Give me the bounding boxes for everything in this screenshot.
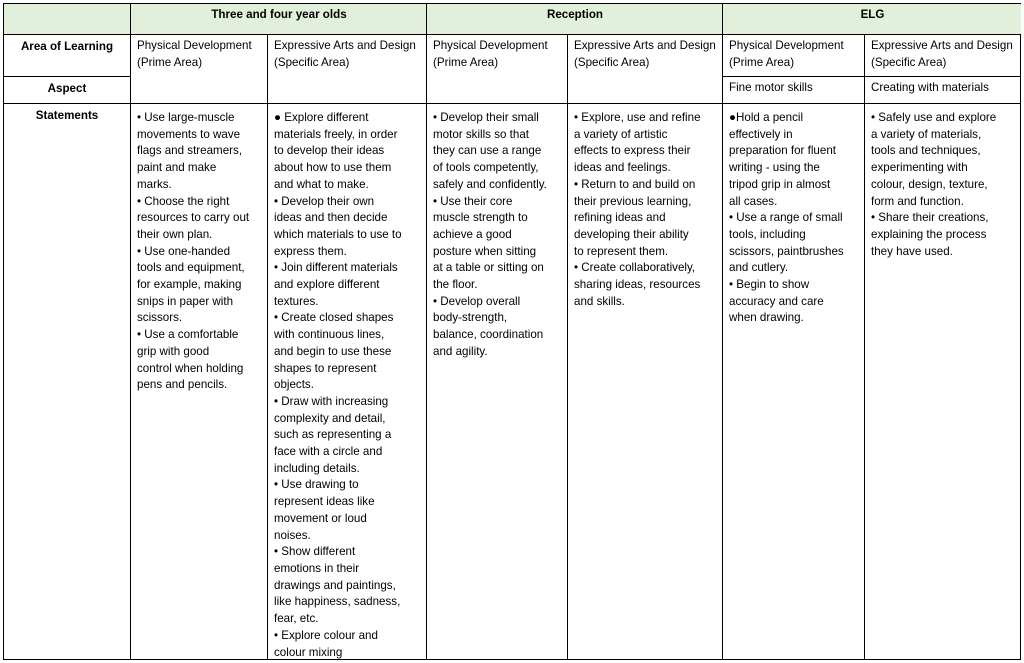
row-label-statements: Statements (3, 103, 130, 660)
row-label-area-of-learning: Area of Learning (3, 34, 130, 76)
area-cell: Physical Development (Prime Area) (722, 34, 864, 76)
aspect-cell: Creating with materials (864, 76, 1021, 103)
statements-cell: ● Explore different materials freely, in order to develop their ideas about how to use them and what to make. • Develop their own ideas and then decide which materials to use to express them. • Join different materials and explore different textures. • Create closed shapes with continuous lines, and begin to use these shapes to represent objects. • Draw with increasing complexity and detail, such as representing a face with a circle and including details. • Use drawing to represent ideas like movement or loud noises. • Show different emotions in their drawings and paintings, like happiness, sadness, fear, etc. • Explore colour and colour mixing (267, 103, 426, 660)
area-cell: Expressive Arts and Design (Specific Area) (864, 34, 1021, 76)
statements-cell: • Explore, use and refine a variety of artistic effects to express their ideas and feelings. • Return to and build on their previous learning, refining ideas and developing their ability to represent them. • Create collaboratively, sharing ideas, resources and skills. (567, 103, 722, 660)
row-label-aspect: Aspect (3, 76, 130, 103)
header-blank-cell (3, 3, 130, 34)
area-cell: Physical Development (Prime Area) (130, 34, 267, 103)
area-cell: Expressive Arts and Design (Specific Area) (567, 34, 722, 103)
aspect-cell: Fine motor skills (722, 76, 864, 103)
statements-cell: • Use large-muscle movements to wave flags and streamers, paint and make marks. • Choose the right resources to carry out their own plan. • Use one-handed tools and equipment, for example, making snips in paper with scissors. • Use a comfortable grip with good control when holding pens and pencils. (130, 103, 267, 660)
statements-cell: • Develop their small motor skills so that they can use a range of tools competently, safely and confidently. • Use their core muscle strength to achieve a good posture when sitting at a table or sitting on the floor. • Develop overall body-strength, balance, coordination and agility. (426, 103, 567, 660)
statements-cell: ●Hold a pencil effectively in preparation for fluent writing - using the tripod grip in almost all cases. • Use a range of small tools, including scissors, paintbrushes and cutlery. • Begin to show accuracy and care when drawing. (722, 103, 864, 660)
header-elg: ELG (722, 3, 1021, 34)
eyfs-curriculum-table (3, 3, 1021, 660)
area-cell: Expressive Arts and Design (Specific Area) (267, 34, 426, 103)
statements-cell: • Safely use and explore a variety of materials, tools and techniques, experimenting with colour, design, texture, form and function. • Share their creations, explaining the process they have used. (864, 103, 1021, 660)
area-cell: Physical Development (Prime Area) (426, 34, 567, 103)
header-three-four-year-olds: Three and four year olds (130, 3, 426, 34)
header-reception: Reception (426, 3, 722, 34)
